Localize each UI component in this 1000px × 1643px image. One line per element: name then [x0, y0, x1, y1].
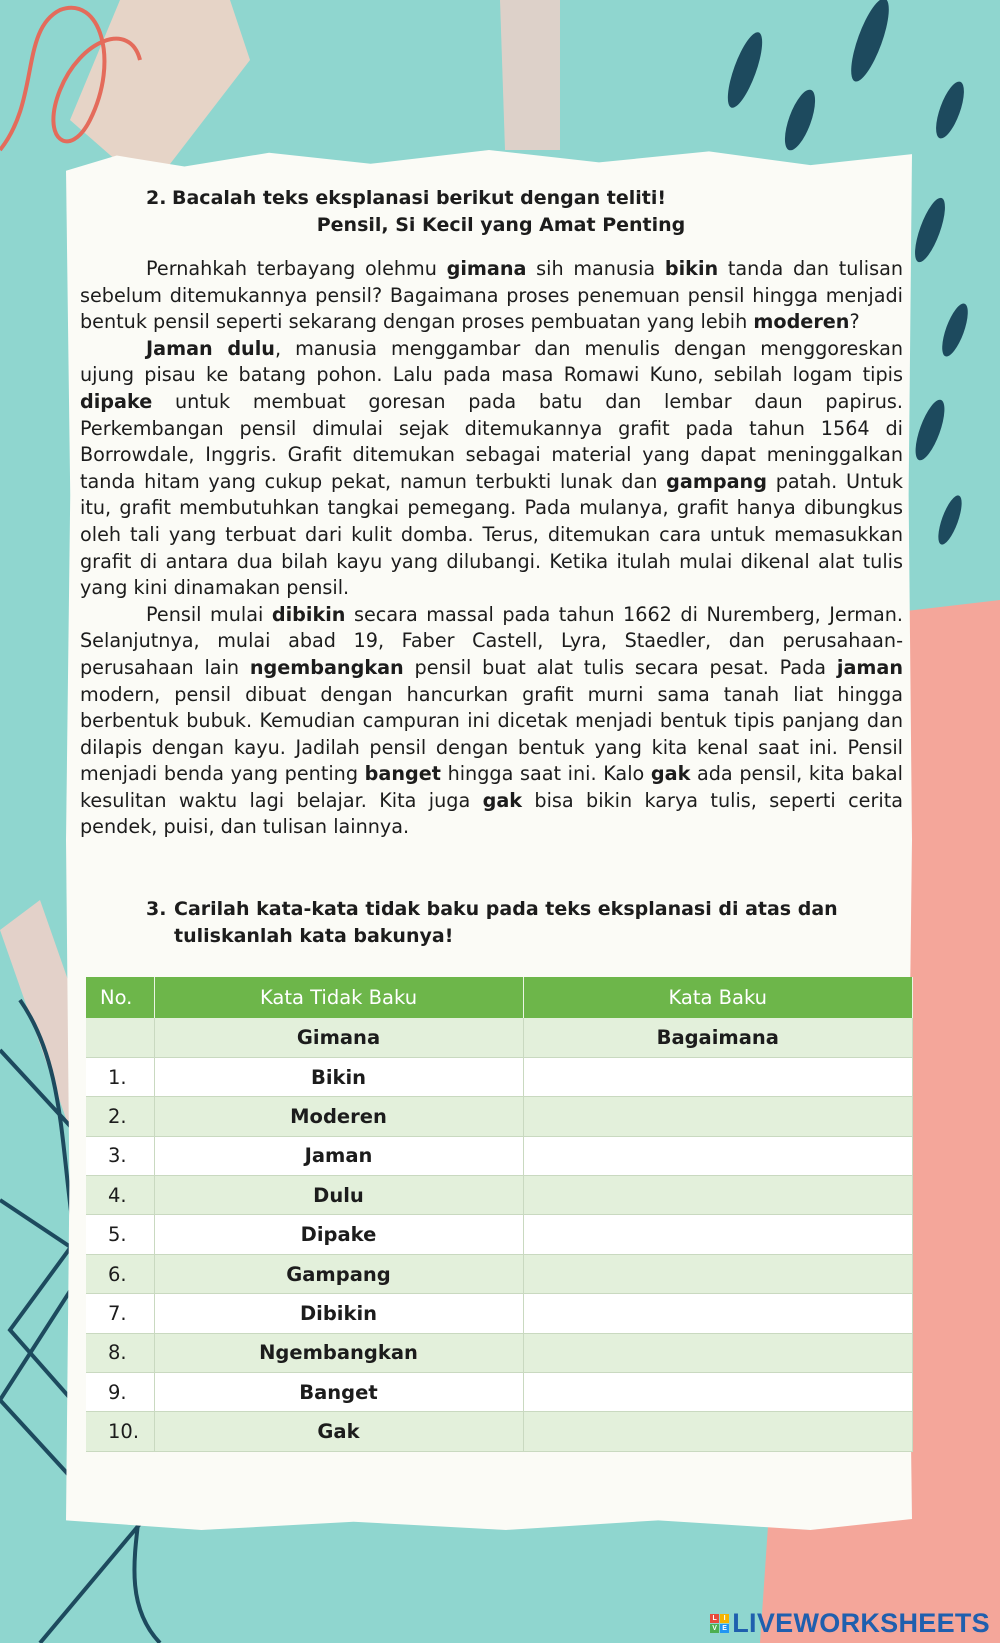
- cell-kata-tidak-baku: Gimana: [154, 1018, 523, 1057]
- cell-no: 1.: [86, 1057, 154, 1096]
- cell-kata-baku[interactable]: [523, 1136, 913, 1175]
- brand-logo-icon: L I V E: [710, 1614, 729, 1633]
- highlighted-word: moderen: [753, 310, 850, 334]
- cell-kata-baku[interactable]: [523, 1097, 913, 1136]
- cell-no: 10.: [86, 1412, 154, 1451]
- cell-kata-baku[interactable]: [523, 1373, 913, 1412]
- table-header-row: [86, 977, 913, 1018]
- cell-kata-tidak-baku: Dibikin: [154, 1294, 523, 1333]
- brand-text: LIVEWORKSHEETS: [732, 1608, 990, 1638]
- table-row: [86, 1254, 913, 1293]
- cell-no: [86, 1018, 154, 1057]
- cell-no: 7.: [86, 1294, 154, 1333]
- highlighted-word: dipake: [80, 389, 153, 413]
- cell-no: 2.: [86, 1097, 154, 1136]
- header-kata-baku: Kata Baku: [523, 977, 913, 1018]
- cell-kata-baku[interactable]: [523, 1254, 913, 1293]
- explanation-text: [80, 256, 903, 841]
- cell-no: 5.: [86, 1215, 154, 1254]
- table-row: [86, 1412, 913, 1451]
- text-segment: Pensil mulai: [146, 602, 272, 626]
- cell-kata-baku[interactable]: [523, 1412, 913, 1451]
- highlighted-word: dibikin: [271, 602, 346, 626]
- table-row: [86, 1136, 913, 1175]
- cell-no: 3.: [86, 1136, 154, 1175]
- word-table: [86, 977, 913, 1452]
- text-segment: hingga saat ini. Kalo: [440, 762, 651, 786]
- table-row: [86, 1294, 913, 1333]
- text-segment: bisa bikin karya tulis, seperti cerita pendek, puisi, dan tulisan lainnya.: [80, 788, 903, 839]
- cell-no: 4.: [86, 1176, 154, 1215]
- heading-text: Bacalah teks eksplanasi berikut dengan teliti!: [172, 187, 666, 209]
- section-heading: [146, 187, 666, 209]
- highlighted-word: gimana: [446, 257, 527, 280]
- heading-number: 2.: [146, 187, 167, 209]
- table-row: [86, 1097, 913, 1136]
- cell-no: 9.: [86, 1373, 154, 1412]
- cell-kata-baku[interactable]: [523, 1176, 913, 1215]
- text-segment: Pernahkah terbayang olehmu: [146, 257, 447, 280]
- table-body: [86, 1018, 913, 1451]
- paragraph: [80, 602, 903, 841]
- question-number: 3.: [146, 898, 167, 920]
- cell-kata-tidak-baku: Banget: [154, 1373, 523, 1412]
- paragraph: [80, 336, 903, 602]
- highlighted-word: bikin: [664, 257, 719, 280]
- text-segment: ada pensil, kita bakal kesulitan waktu lagi belajar. Kita juga: [80, 762, 904, 812]
- header-kata-tidak-baku: Kata Tidak Baku: [154, 977, 523, 1018]
- cell-kata-tidak-baku: Gampang: [154, 1254, 523, 1293]
- text-segment: modern, pensil dibuat dengan hancurkan grafit murni sama tanah liat hingga berbentuk bubuk. Kemudian campuran ini dicetak menjadi bentuk tipis panjang dan dilapis dengan kayu. Jadilah pensil dengan bentuk yang kita kenal saat ini. Pensil menjadi benda yang penting: [80, 682, 903, 786]
- table-row: [86, 1057, 913, 1096]
- cell-kata-tidak-baku: Bikin: [154, 1057, 523, 1096]
- pink-stripe-top: [500, 0, 560, 150]
- highlighted-word: gak: [482, 788, 523, 812]
- highlighted-word: banget: [364, 762, 441, 786]
- highlighted-word: gak: [650, 762, 691, 786]
- text-segment: patah. Untuk itu, grafit membutuhkan tangkai pemegang. Pada mulanya, grafit hanya dibungkus oleh tali yang terbuat dari kulit domba. Terus, ditemukan cara untuk memasukkan grafit di antara dua bilah kayu yang dilubangi. Ketika itulah mulai dikenal alat tulis yang kini dinamakan pensil.: [80, 469, 903, 600]
- cell-kata-baku[interactable]: Bagaimana: [523, 1018, 913, 1057]
- table-row: [86, 1215, 913, 1254]
- cell-kata-tidak-baku: Dipake: [154, 1215, 523, 1254]
- question-3: [146, 896, 903, 950]
- table-row: [86, 1176, 913, 1215]
- cell-kata-tidak-baku: Gak: [154, 1412, 523, 1451]
- table-row: [86, 1373, 913, 1412]
- text-segment: pensil buat alat tulis secara pesat. Pada: [403, 655, 837, 679]
- cell-no: 6.: [86, 1254, 154, 1293]
- cell-kata-tidak-baku: Ngembangkan: [154, 1333, 523, 1372]
- liveworksheets-logo: [710, 1608, 990, 1639]
- cell-kata-tidak-baku: Moderen: [154, 1097, 523, 1136]
- text-segment: ?: [849, 310, 860, 334]
- text-segment: , manusia menggambar dan menulis dengan menggoreskan ujung pisau ke batang pohon. Lalu pada masa Romawi Kuno, sebilah logam tipis: [80, 336, 904, 387]
- cell-kata-baku[interactable]: [523, 1215, 913, 1254]
- text-segment: untuk membuat goresan pada batu dan lembar daun papirus. Perkembangan pensil dimulai sejak ditemukannya grafit pada tahun 1564 di Borrowdale, Inggris. Grafit ditemukan sebagai material yang dapat meninggalkan tanda hitam yang cukup pekat, namun terbukti lunak dan: [80, 389, 903, 493]
- cell-kata-baku[interactable]: [523, 1333, 913, 1372]
- cell-kata-baku[interactable]: [523, 1057, 913, 1096]
- cell-no: 8.: [86, 1333, 154, 1372]
- text-segment: tanda dan tulisan sebelum ditemukannya pensil? Bagaimana proses penemuan pensil hingga menjadi bentuk pensil seperti sekarang dengan proses pembuatan yang lebih: [80, 257, 903, 334]
- text-segment: secara massal pada tahun 1662 di Nuremberg, Jerman. Selanjutnya, mulai abad 19, Faber Castell, Lyra, Staedler, dan perusahaan-perusahaan lain: [80, 602, 903, 679]
- highlighted-word: jaman: [836, 655, 904, 679]
- highlighted-word: gampang: [666, 469, 767, 493]
- header-no: No.: [86, 977, 154, 1018]
- table-row: [86, 1333, 913, 1372]
- highlighted-word: Jaman dulu: [146, 336, 275, 360]
- text-title: Pensil, Si Kecil yang Amat Penting: [316, 214, 686, 236]
- cell-kata-baku[interactable]: [523, 1294, 913, 1333]
- text-segment: sih manusia: [526, 257, 665, 280]
- highlighted-word: ngembangkan: [249, 655, 404, 679]
- paragraph: [80, 256, 903, 336]
- cell-kata-tidak-baku: Dulu: [154, 1176, 523, 1215]
- table-row: [86, 1018, 913, 1057]
- question-text: Carilah kata-kata tidak baku pada teks eksplanasi di atas dan tuliskanlah kata bakunya!: [174, 898, 838, 947]
- cell-kata-tidak-baku: Jaman: [154, 1136, 523, 1175]
